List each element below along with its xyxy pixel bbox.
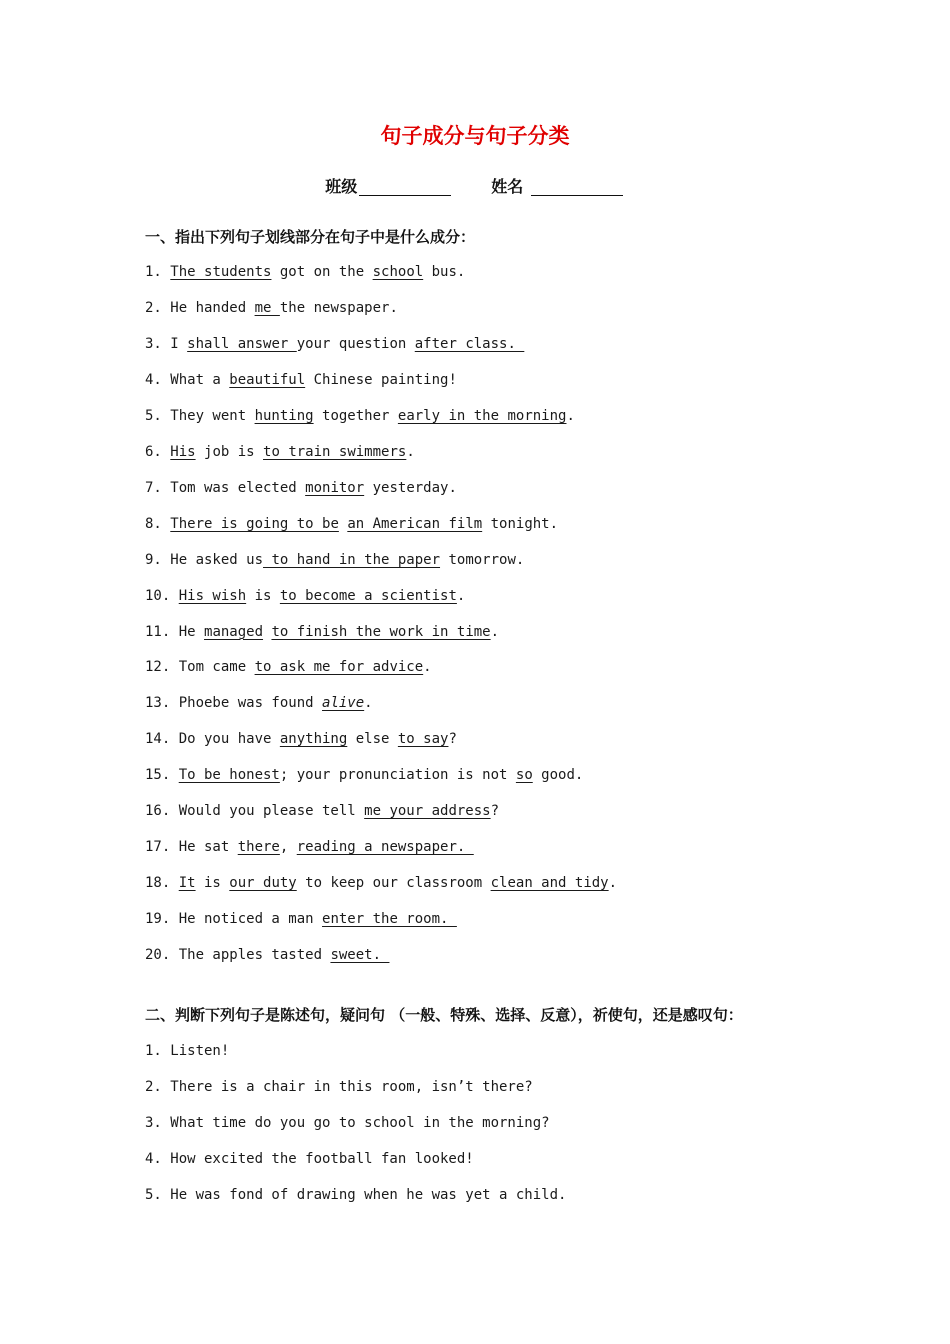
sentence-text: 7. Tom was elected bbox=[145, 479, 306, 496]
underlined-part: me bbox=[254, 299, 280, 316]
exercise1-item bbox=[145, 622, 499, 642]
underlined-part: so bbox=[515, 767, 533, 784]
name-label: 姓名 bbox=[491, 177, 524, 196]
underlined-part: an American film bbox=[347, 515, 483, 532]
exercise2-item: 4. How excited the football fan looked! bbox=[145, 1151, 474, 1167]
underlined-part: managed bbox=[204, 623, 264, 640]
exercise2-item: 5. He was fond of drawing when he was yet a child. bbox=[145, 1187, 567, 1203]
page-title: 句子成分与句子分类 bbox=[380, 124, 570, 148]
class-blank bbox=[359, 177, 451, 196]
sentence-text: 11. He bbox=[145, 623, 205, 640]
underlined-part: alive bbox=[322, 695, 365, 712]
sentence-text: 14. Do you have bbox=[145, 731, 280, 748]
underlined-part: to hand in the paper bbox=[263, 551, 441, 568]
sentence-text: got on the bbox=[271, 264, 373, 280]
sentence-text: your question bbox=[296, 335, 415, 352]
exercise2-item: 3. What time do you go to school in the morning? bbox=[145, 1115, 550, 1131]
underlined-part: there bbox=[237, 839, 280, 856]
sentence-text: 20. The apples tasted bbox=[145, 947, 331, 964]
sentence-text: . bbox=[566, 407, 575, 424]
sentence-text: 4. What a bbox=[145, 371, 230, 388]
underlined-part: school bbox=[372, 264, 424, 280]
sentence-text: . bbox=[490, 623, 500, 640]
underlined-part: There is going to be bbox=[170, 515, 339, 532]
underlined-part: His bbox=[170, 443, 196, 460]
sentence-text: 5. They went bbox=[145, 407, 255, 424]
sentence-text: is bbox=[195, 875, 230, 892]
underlined-part: The students bbox=[170, 264, 272, 280]
underlined-part: sweet. bbox=[330, 947, 390, 964]
sentence-text: , bbox=[279, 839, 297, 856]
exercise1-item bbox=[145, 873, 617, 893]
underlined-part: His wish bbox=[178, 587, 247, 604]
sentence-text: 2. He handed bbox=[145, 299, 255, 316]
underlined-part: to become a scientist bbox=[279, 587, 457, 604]
sentence-text: . bbox=[406, 443, 415, 460]
exercise1-item bbox=[145, 801, 499, 821]
underlined-part: clean and tidy bbox=[490, 875, 609, 892]
sentence-text: ? bbox=[448, 731, 457, 748]
exercise1-item bbox=[145, 406, 575, 426]
underlined-part: after class. bbox=[414, 335, 525, 352]
exercise1-item bbox=[145, 693, 373, 713]
sentence-text: 12. Tom came bbox=[145, 659, 255, 676]
exercise1-item bbox=[145, 442, 415, 462]
underlined-part: monitor bbox=[305, 479, 365, 496]
sentence-text: job is bbox=[195, 443, 264, 460]
underlined-part: enter the room. bbox=[322, 911, 457, 928]
sentence-text: good. bbox=[532, 767, 584, 784]
sentence-text: . bbox=[456, 587, 466, 604]
exercise2-item: 2. There is a chair in this room, isn’t there? bbox=[145, 1079, 533, 1095]
underlined-part: anything bbox=[279, 731, 348, 748]
underlined-part: To be honest bbox=[178, 767, 280, 784]
sentence-text: 3. I bbox=[145, 335, 188, 352]
underlined-part: shall answer bbox=[187, 335, 297, 352]
underlined-part: me your address bbox=[364, 803, 491, 820]
exercise1-item bbox=[145, 514, 558, 534]
sentence-text: 6. bbox=[145, 443, 171, 460]
sentence-text: 18. bbox=[145, 875, 179, 892]
sentence-text: 9. He asked us bbox=[145, 551, 264, 568]
exercise1-item bbox=[145, 262, 465, 282]
underlined-part: to say bbox=[397, 731, 449, 748]
sentence-text: tomorrow. bbox=[440, 551, 525, 568]
sentence-text: 8. bbox=[145, 515, 171, 532]
sentence-text: bus. bbox=[423, 264, 466, 280]
student-info bbox=[0, 175, 950, 199]
sentence-text: . bbox=[423, 659, 432, 676]
sentence-text: ; your pronunciation is not bbox=[279, 767, 516, 784]
sentence-text: is bbox=[246, 587, 280, 604]
section1-heading: 一、指出下列句子划线部分在句子中是什么成分： bbox=[145, 228, 476, 246]
sentence-text: tonight. bbox=[482, 515, 559, 532]
sentence-text: together bbox=[313, 407, 398, 424]
exercise1-item bbox=[145, 729, 457, 749]
exercise1-item bbox=[145, 550, 524, 570]
sentence-text: Chinese painting! bbox=[305, 371, 457, 388]
sentence-text: yesterday. bbox=[364, 479, 457, 496]
underlined-part: to train swimmers bbox=[263, 443, 407, 460]
exercise2-item: 1. Listen! bbox=[145, 1043, 230, 1059]
underlined-part: to ask me for advice bbox=[254, 659, 424, 676]
underlined-part: It bbox=[178, 875, 196, 892]
underlined-part: beautiful bbox=[229, 371, 306, 388]
sentence-text: 1. bbox=[145, 264, 171, 280]
name-blank bbox=[531, 177, 623, 196]
sentence-text: to keep our classroom bbox=[296, 875, 491, 892]
exercise1-item bbox=[145, 478, 457, 498]
exercise1-item bbox=[145, 765, 583, 785]
exercise1-item bbox=[145, 909, 457, 929]
sentence-text: . bbox=[364, 695, 373, 712]
underlined-part: to finish the work in time bbox=[271, 623, 491, 640]
sentence-text: 17. He sat bbox=[145, 839, 238, 856]
exercise1-item bbox=[145, 586, 465, 606]
underlined-part: reading a newspaper. bbox=[296, 839, 474, 856]
sentence-text: ? bbox=[490, 803, 500, 820]
exercise1-item bbox=[145, 370, 457, 390]
underlined-part: early in the morning bbox=[397, 407, 567, 424]
underlined-part: hunting bbox=[254, 407, 314, 424]
sentence-text: 16. Would you please tell bbox=[145, 803, 365, 820]
exercise1-item bbox=[145, 837, 474, 857]
sentence-text: 19. He noticed a man bbox=[145, 911, 323, 928]
exercise1-item bbox=[145, 298, 398, 318]
sentence-text: 10. bbox=[145, 587, 179, 604]
exercise1-item bbox=[145, 334, 524, 354]
exercise1-item bbox=[145, 945, 389, 965]
underlined-part: our duty bbox=[229, 875, 297, 892]
section2-heading: 二、判断下列句子是陈述句，疑问句 （一般、特殊、选择、反意），祈使句，还是感叹句： bbox=[145, 1006, 743, 1024]
sentence-text: . bbox=[608, 875, 618, 892]
sentence-text: 13. Phoebe was found bbox=[145, 695, 323, 712]
exercise1-item bbox=[145, 657, 432, 677]
class-label: 班级 bbox=[325, 177, 358, 196]
sentence-text: 15. bbox=[145, 767, 179, 784]
sentence-text: the newspaper. bbox=[279, 299, 398, 316]
sentence-text: else bbox=[347, 731, 398, 748]
